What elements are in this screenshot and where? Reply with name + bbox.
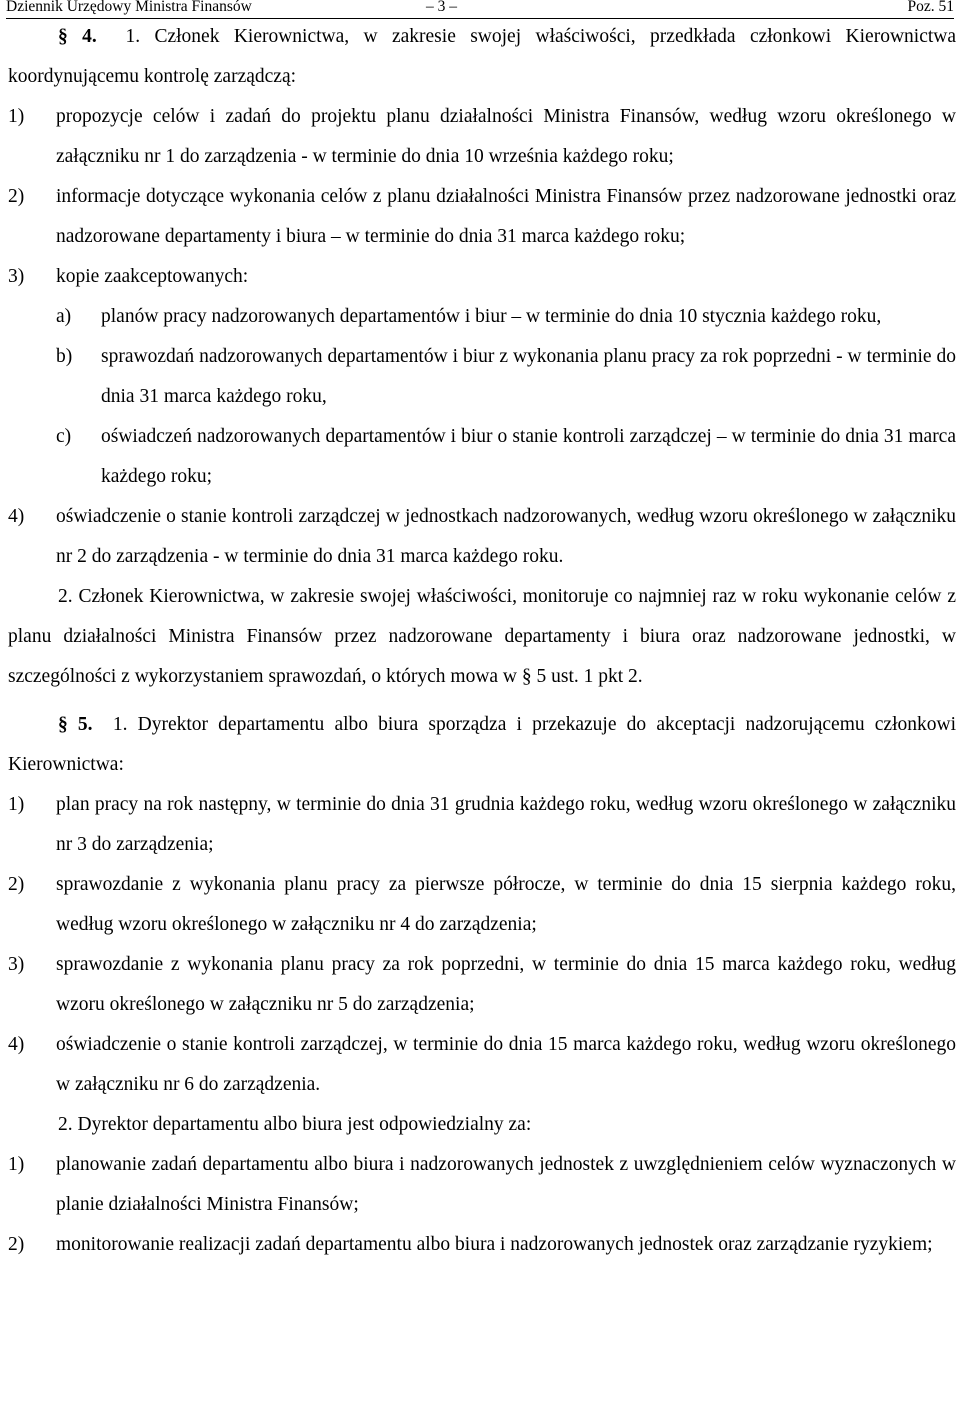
item-number: 2): [8, 1234, 25, 1255]
item-number: 2): [8, 874, 25, 895]
s4-item-1: [8, 97, 956, 177]
subitem-text: planów pracy nadzorowanych departamentów i biur – w terminie do dnia 10 stycznia każdego roku,: [101, 306, 882, 327]
journal-title: Dziennik Urzędowy Ministra Finansów: [6, 0, 252, 15]
item-number: 4): [8, 1034, 25, 1055]
s4-paragraph-2: 2. Członek Kierownictwa, w zakresie swojej właściwości, monitoruje co najmniej raz w roku wykonanie celów z planu działalności Ministra Finansów przez nadzorowane departamenty i biura oraz nadzorowane jednostki, w szczególności z wykorzystaniem sprawozdań, o których mowa w § 5 ust. 1 pkt 2.: [8, 586, 956, 687]
item-text: planowanie zadań departamentu albo biura i nadzorowanych jednostek z uwzględnieniem celów wyznaczonych w planie działalności Ministra Finansów;: [56, 1154, 956, 1215]
document-body: [8, 17, 956, 1265]
s5-paragraph-1: [8, 705, 956, 785]
item-text: informacje dotyczące wykonania celów z planu działalności Ministra Finansów przez nadzorowane jednostki oraz nadzorowane departamenty i biura – w terminie do dnia 31 marca każdego roku;: [56, 186, 956, 247]
subitem-text: sprawozdań nadzorowanych departamentów i biur z wykonania planu pracy za rok poprzedni - w terminie do dnia 31 marca każdego roku,: [101, 346, 956, 407]
subitem-letter: b): [56, 346, 73, 367]
item-text: propozycje celów i zadań do projektu planu działalności Ministra Finansów, według wzoru określonego w załączniku nr 1 do zarządzenia - w terminie do dnia 10 września każdego roku;: [56, 106, 956, 167]
s4-item-2: [8, 177, 956, 257]
item-number: 4): [8, 506, 25, 527]
s4-item-3: [8, 257, 956, 297]
position-number: Poz. 51: [907, 0, 954, 15]
item-number: 2): [8, 186, 25, 207]
page-number: – 3 –: [426, 0, 457, 15]
item-number: 3): [8, 954, 25, 975]
item-text: sprawozdanie z wykonania planu pracy za pierwsze półrocze, w terminie do dnia 15 sierpnia każdego roku, według wzoru określonego w załączniku nr 4 do zarządzenia;: [56, 874, 956, 935]
item-text: kopie zaakceptowanych:: [56, 266, 249, 287]
s5-item-1: [8, 785, 956, 865]
subitem-letter: c): [56, 426, 72, 447]
s4-subitem-b: [8, 337, 956, 417]
s5-p2-item-2: [8, 1225, 956, 1265]
s5-item-3: [8, 945, 956, 1025]
s5-paragraph-2: 2. Dyrektor departamentu albo biura jest odpowiedzialny za:: [58, 1114, 532, 1135]
s5-p1-intro: 1. Dyrektor departamentu albo biura sporządza i przekazuje do akceptacji nadzorującemu członkowi Kierownictwa:: [8, 714, 956, 775]
s4-subitem-c: [8, 417, 956, 497]
s5-item-2: [8, 865, 956, 945]
s4-label: § 4.: [58, 26, 97, 47]
subitem-text: oświadczeń nadzorowanych departamentów i biur o stanie kontroli zarządczej – w terminie do dnia 31 marca każdego roku;: [101, 426, 956, 487]
item-text: sprawozdanie z wykonania planu pracy za rok poprzedni, w terminie do dnia 15 marca każdego roku, według wzoru określonego w załączniku nr 5 do zarządzenia;: [56, 954, 956, 1015]
subitem-letter: a): [56, 306, 72, 327]
s4-p1-intro: 1. Członek Kierownictwa, w zakresie swojej właściwości, przedkłada członkowi Kierownictwa koordynującemu kontrolę zarządczą:: [8, 26, 956, 87]
item-number: 3): [8, 266, 25, 287]
s5-label: § 5.: [58, 714, 93, 735]
item-text: monitorowanie realizacji zadań departamentu albo biura i nadzorowanych jednostek oraz zarządzanie ryzykiem;: [56, 1234, 933, 1255]
item-text: oświadczenie o stanie kontroli zarządczej, w terminie do dnia 15 marca każdego roku, według wzoru określonego w załączniku nr 6 do zarządzenia.: [56, 1034, 956, 1095]
item-number: 1): [8, 794, 25, 815]
s4-subitem-a: [8, 297, 956, 337]
item-text: plan pracy na rok następny, w terminie do dnia 31 grudnia każdego roku, według wzoru określonego w załączniku nr 3 do zarządzenia;: [56, 794, 956, 855]
s4-paragraph-1: [8, 17, 956, 97]
s5-item-4: [8, 1025, 956, 1105]
item-number: 1): [8, 106, 25, 127]
s4-item-4: [8, 497, 956, 577]
item-text: oświadczenie o stanie kontroli zarządczej w jednostkach nadzorowanych, według wzoru określonego w załączniku nr 2 do zarządzenia - w terminie do dnia 31 marca każdego roku.: [56, 506, 956, 567]
s5-p2-item-1: [8, 1145, 956, 1225]
item-number: 1): [8, 1154, 25, 1175]
